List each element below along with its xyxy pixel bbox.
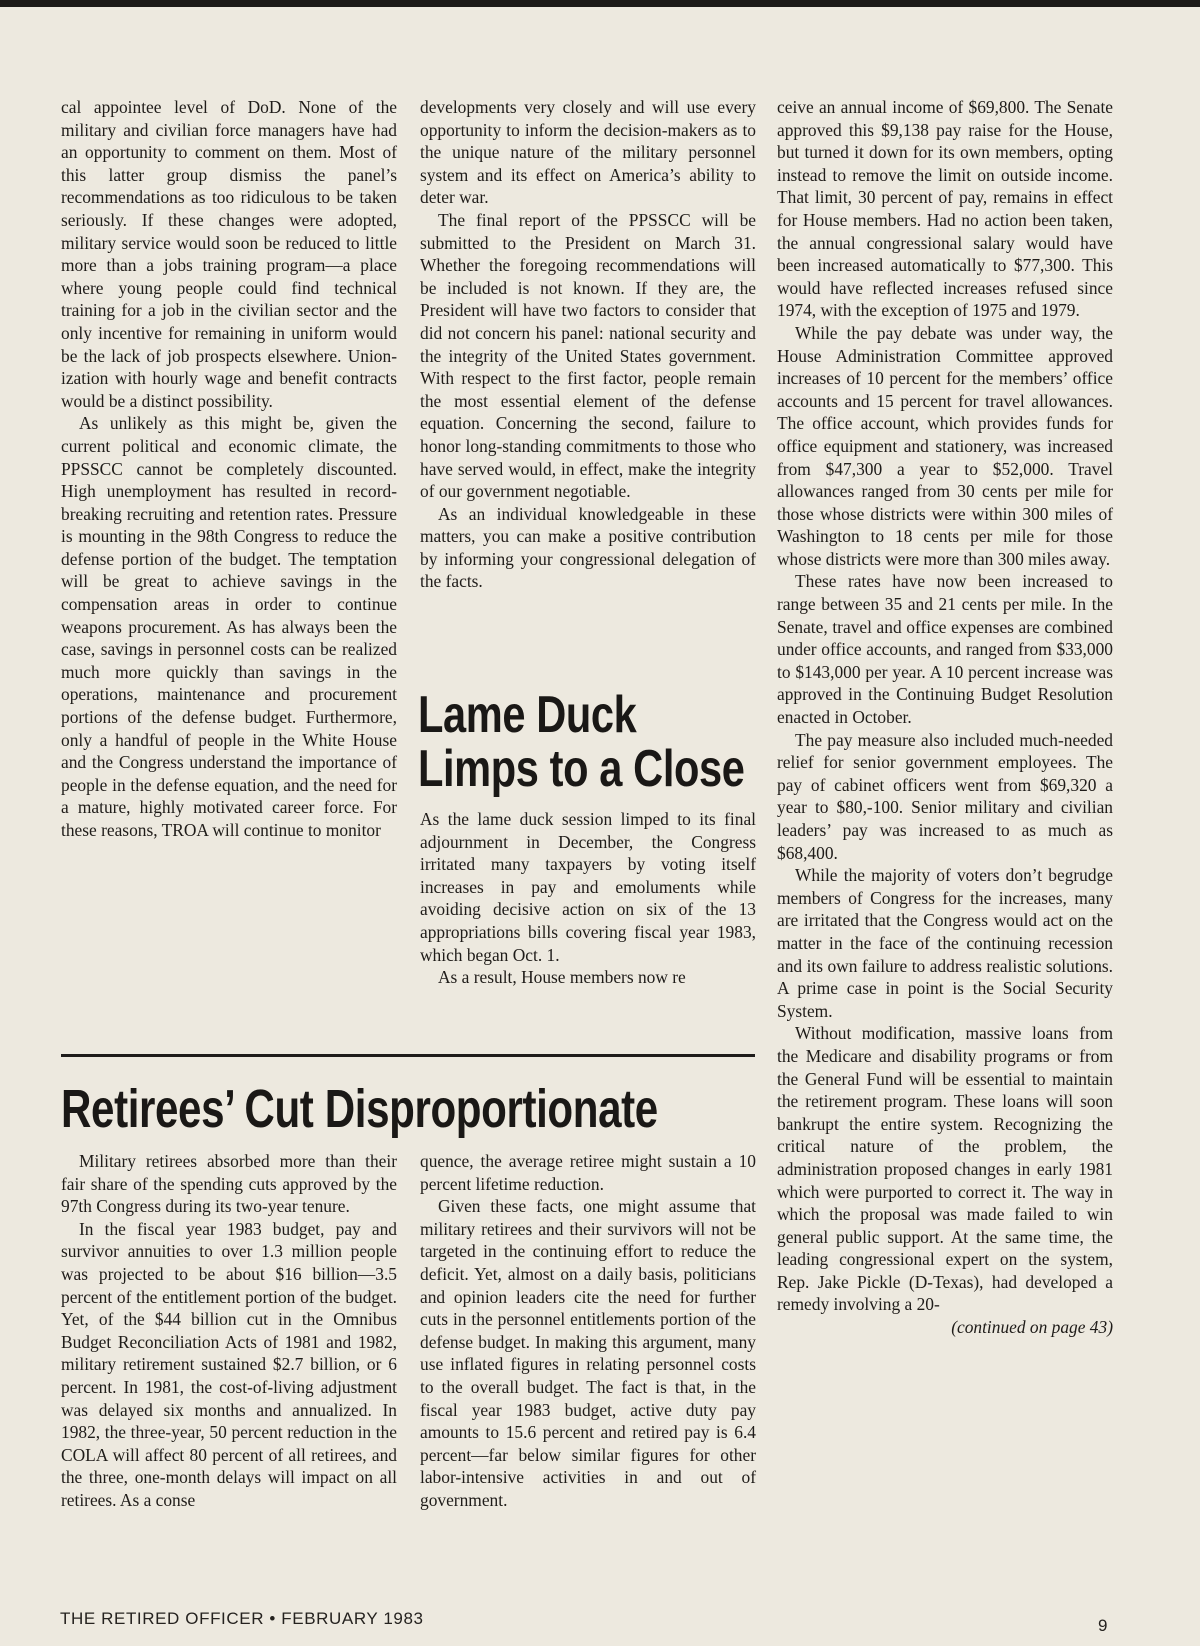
paragraph: While the pay debate was under way, the House Administration Committee approved increases of 10 percent for the members’ office accounts and 15 percent for travel allowances. The office account, which provides funds for office equipment and stationery, was increased from $47,300 a year to $52,000. Travel allowances ranged from 30 cents per mile for those whose districts were within 300 miles of Washington to 18 cents per mile for those whose districts were more than 300 miles away. <box>777 322 1113 569</box>
paragraph: As unlikely as this might be, given the current political and economic climate, the PPSSCC cannot be completely discounted. High unemployment has resulted in record-breaking recruiting and retention rates. Pressure is mounting in the 98th Congress to reduce the defense portion of the budget. The temptation will be great to achieve savings in the compensation areas in order to continue weapons procurement. As has always been the case, savings in personnel costs can be realized much more quickly than savings in the operations, maintenance and procurement portions of the defense budget. Furthermore, only a handful of people in the White House and the Congress understand the importance of people in the defense equation, and the need for a mature, highly motivated career force. For these reasons, TROA will continue to monitor <box>61 413 397 840</box>
headline-retirees: Retirees’ Cut Disproportionate <box>61 1079 658 1139</box>
column-2-article-text <box>420 96 756 593</box>
paragraph: As a result, House members now re <box>438 967 686 988</box>
paragraph: In the fiscal year 1983 budget, pay and survivor annuities to over 1.3 million people was projected to be about $16 billion—3.5 percent of the entitlement portion of the budget. Yet, of the $44 billion cut in the Omnibus Budget Reconciliation Acts of 1981 and 1982, military retirement sustained $2.7 billion, or 6 percent. In 1981, the cost-of-living adjustment was delayed six months and annualized. In 1982, the three-year, 50 percent reduction in the COLA will affect 80 percent of all retirees, and the three, one-month delays will impact on all retirees. As a conse <box>61 1218 397 1510</box>
column-1-article-text <box>61 96 397 842</box>
paragraph: As an individual knowledgeable in these matters, you can make a positive contribution by informing your congressional delegation of the facts. <box>420 503 756 592</box>
paragraph: The final report of the PPSSCC will be submitted to the President on March 31. Whether the foregoing recommendations will be included is not known. If they are, the President will have two factors to consider that did not concern his panel: national security and the integrity of the United States government. With respect to the first factor, people remain the most essential element of the defense equation. Concerning the second, failure to honor long-standing commitments to those who have served would, in effect, make the integrity of our government negotiable. <box>420 209 756 502</box>
paragraph: Given these facts, one might assume that military retirees and their survivors will not be targeted in the continuing effort to reduce the deficit. Yet, almost on a daily basis, politicians and opinion leaders cite the need for further cuts in the personnel entitlements portion of the defense budget. In making this argument, many use inflated figures in relating personnel costs to the overall budget. The fact is that, in the fiscal year 1983 budget, active duty pay amounts to 15.6 percent and retired pay is 6.4 percent—far below similar figures for other labor-intensive activities in and out of government. <box>420 1196 756 1510</box>
paragraph: These rates have now been increased to range between 35 and 21 cents per mile. In the Senate, travel and office expenses are combined under office accounts, and ranged from $33,000 to $143,000 per year. A 10 percent increase was approved in the Continuing Budget Resolution enacted in October. <box>777 571 1113 728</box>
paragraph: Without modification, massive loans from the Medicare and disability programs or from the General Fund will be essential to maintain the retirement program. These loans will soon bankrupt the entire system. Recognizing the critical nature of the problem, the administration proposed changes in early 1981 which were purported to correct it. The way in which the proposal was made failed to win general public support. At the same time, the leading congressional expert on the system, Rep. Jake Pickle (D-Texas), had developed a remedy involving a 20- <box>777 1023 1113 1315</box>
paragraph: As the lame duck session limped to its final adjournment in December, the Congress irritated many taxpayers by voting itself increases in pay and emoluments while avoiding decisive action on six of the 13 appropriations bills covering fiscal year 1983, which began Oct. 1. <box>420 809 756 965</box>
paragraph: cal appointee level of DoD. None of the military and civilian force managers have had an opportunity to comment on them. Most of this latter group dismiss the panel’s recommendations as too ridiculous to be taken seriously. If these changes were adopted, military service would soon be reduced to little more than a jobs training program—a place where young people could find technical training for a job in the civilian sector and the only incentive for remaining in uniform would be the lack of job prospects elsewhere. Unionization with hourly wage and benefit contracts would be a distinct possibility. <box>61 97 397 411</box>
headline-line: Lame Duck <box>418 686 637 744</box>
column-3-article-text <box>777 96 1113 1339</box>
retirees-column-2-text <box>420 1150 756 1512</box>
paragraph: developments very closely and will use every opportunity to inform the decision-makers as to the unique nature of the military personnel system and its effect on America’s ability to deter war. <box>420 97 756 208</box>
footer-publication: THE RETIRED OFFICER • FEBRUARY 1983 <box>60 1609 424 1628</box>
paragraph: While the majority of voters don’t begrudge members of Congress for the increases, many are irritated that the Congress would act on the matter in the face of the continuing recession and its own failure to address realistic solutions. A prime case in point is the Social Security System. <box>777 865 1113 1021</box>
paragraph: Military retirees absorbed more than their fair share of the spending cuts approved by the 97th Congress during its two-year tenure. <box>61 1151 397 1217</box>
headline-line: Limps to a Close <box>418 740 745 798</box>
section-divider <box>61 1054 755 1057</box>
paragraph: The pay measure also included much-needed relief for senior government employees. The pay of cabinet officers went from $69,320 a year to $80,-100. Senior military and civilian leaders’ pay was increased to as much as $68,400. <box>777 729 1113 863</box>
paragraph: ceive an annual income of $69,800. The Senate approved this $9,138 pay raise for the House, but turned it down for its own members, opting instead to remove the limit on outside income. That limit, 30 percent of pay, remains in effect for House members. Had no action been taken, the annual congressional salary would have been increased automatically to $77,300. This would have reflected increases refused since 1974, with the exception of 1975 and 1979. <box>777 97 1113 321</box>
continuation-note: (continued on page 43) <box>951 1317 1113 1338</box>
paragraph: quence, the average retiree might sustain a 10 percent lifetime reduction. <box>420 1151 756 1194</box>
page-number: 9 <box>1098 1616 1108 1635</box>
headline-lame-duck <box>418 688 744 796</box>
lame-duck-article-text <box>420 808 756 989</box>
retirees-column-1-text <box>61 1150 397 1512</box>
top-border <box>0 0 1200 7</box>
